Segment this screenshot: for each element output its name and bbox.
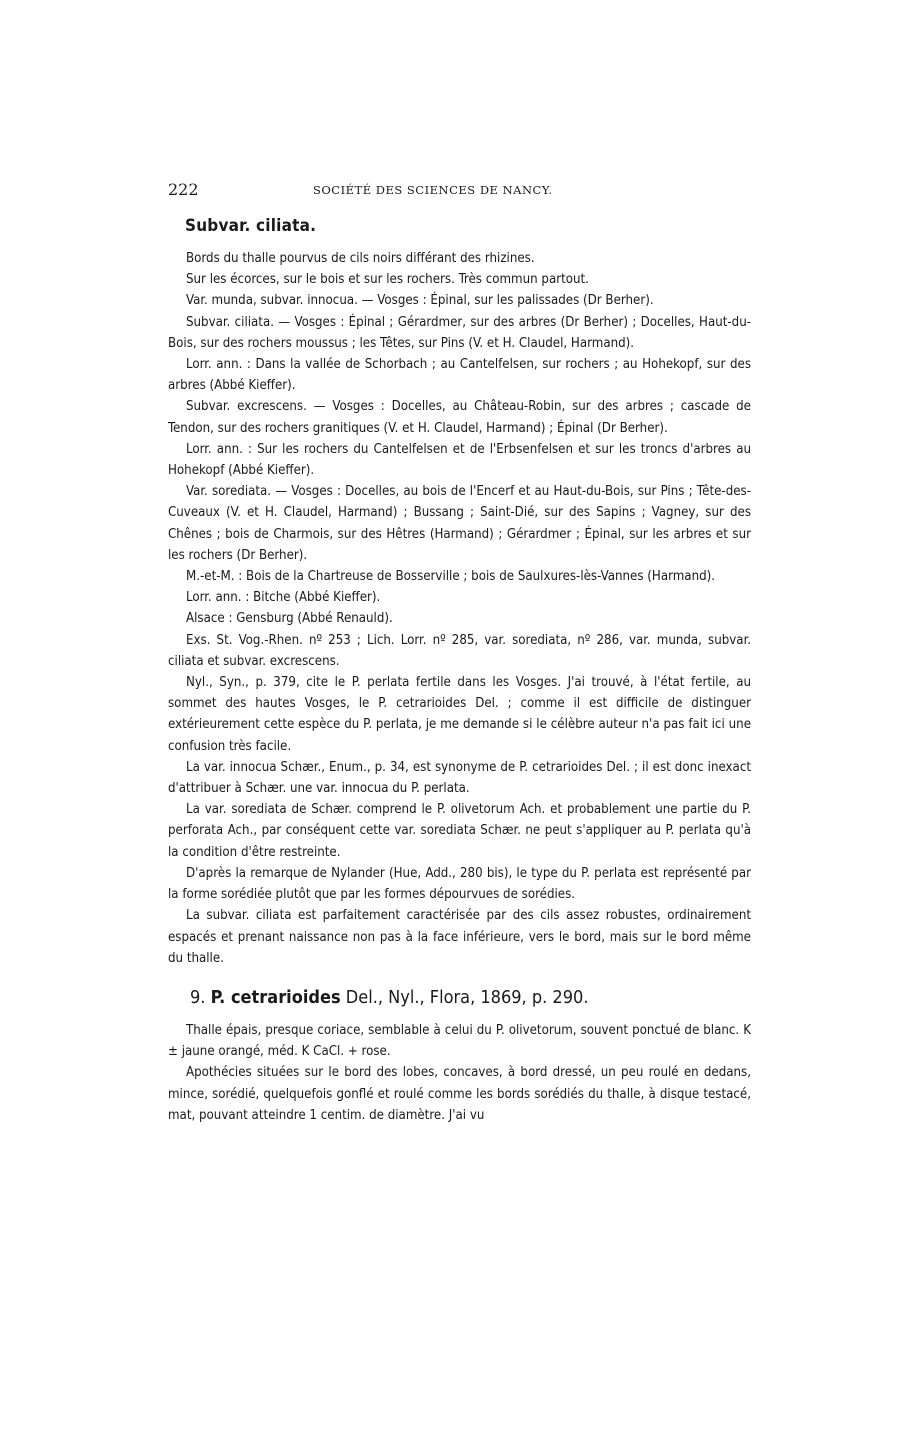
- paragraph: Alsace : Gensburg (Abbé Renauld).: [186, 611, 393, 627]
- paragraph: Lorr. ann. : Sur les rochers du Cantelfelsen et de l'Erbsenfelsen et sur les troncs d'arbres au Hohekopf (Abbé Kieffer).: [168, 441, 751, 479]
- paragraph: Var. munda, subvar. innocua. — Vosges : Épinal, sur les palissades (Dr Berher).: [186, 293, 654, 309]
- paragraph: Nyl., Syn., p. 379, cite le P. perlata fertile dans les Vosges. J'ai trouvé, à l'état fertile, au sommet des hautes Vosges, le P. cetrarioides Del. ; comme il est difficile de distinguer extérieurement cette espèce du P. perlata, je me demande si le célèbre auteur n'a pas fait ici une confusion très facile.: [168, 675, 751, 754]
- subvariety-heading: Subvar. ciliata.: [185, 216, 317, 236]
- page: [168, 180, 751, 1126]
- paragraph: Bords du thalle pourvus de cils noirs différant des rhizines.: [186, 251, 535, 266]
- paragraph: Subvar. excrescens. — Vosges : Docelles, au Château-Robin, sur des arbres ; cascade de Tendon, sur des rochers granitiques (V. et H. Claudel, Harmand) ; Épinal (Dr Berher).: [168, 399, 751, 436]
- paragraph: M.-et-M. : Bois de la Chartreuse de Bosserville ; bois de Saulxures-lès-Vannes (Harmand).: [186, 569, 716, 585]
- running-head: [168, 180, 751, 204]
- species-name: P. cetrarioides: [210, 986, 341, 1008]
- paragraph: Var. sorediata. — Vosges : Docelles, au bois de l'Encerf et au Haut-du-Bois, sur Pins ; Tête-des-Cuveaux (V. et H. Claudel, Harmand) ; Bussang ; Saint-Dié, sur des Sapins ; Vagney, sur des Chênes ; bois de Charmois, sur des Hêtres (Harmand) ; Gérardmer ; Épinal, sur les arbres et sur les rochers (Dr Berher).: [168, 484, 751, 563]
- paragraph: Exs. St. Vog.-Rhen. nº 253 ; Lich. Lorr. nº 285, var. sorediata, nº 286, var. munda, subvar. ciliata et subvar. excrescens.: [168, 632, 751, 669]
- paragraph: Sur les écorces, sur le bois et sur les rochers. Très commun partout.: [186, 272, 589, 288]
- page-number: 222: [168, 180, 199, 199]
- species-citation: Del., Nyl., Flora, 1869, p. 290.: [345, 986, 589, 1008]
- paragraph: La var. innocua Schær., Enum., p. 34, est synonyme de P. cetrarioides Del. ; il est donc inexact d'attribuer à Schær. une var. innocua du P. perlata.: [168, 759, 751, 797]
- paragraph: D'après la remarque de Nylander (Hue, Add., 280 bis), le type du P. perlata est représenté par la forme sorédiée plutôt que par les formes dépourvues de sorédies.: [168, 865, 751, 903]
- journal-title: SOCIÉTÉ DES SCIENCES DE NANCY.: [313, 183, 553, 197]
- species-description: [168, 1020, 751, 1126]
- species-heading: [190, 987, 751, 1008]
- paragraph: Lorr. ann. : Bitche (Abbé Kieffer).: [186, 590, 381, 606]
- paragraph: Apothécies situées sur le bord des lobes, concaves, à bord dressé, un peu roulé en dedans, mince, sorédié, quelquefois gonflé et roulé comme les bords sorédiés du thalle, à disque testacé, mat, pouvant atteindre 1 centim. de diamètre. J'ai vu: [168, 1065, 751, 1123]
- paragraph: La subvar. ciliata est parfaitement caractérisée par des cils assez robustes, ordinairement espacés et prenant naissance non pas à la face inférieure, vers le bord, mais sur le bord même du thalle.: [168, 908, 751, 966]
- paragraph: Subvar. ciliata. — Vosges : Épinal ; Gérardmer, sur des arbres (Dr Berher) ; Docelles, Haut-du-Bois, sur des rochers moussus ; les Têtes, sur Pins (V. et H. Claudel, Harmand).: [168, 314, 751, 351]
- species-number: 9.: [190, 986, 206, 1008]
- body-text: [168, 248, 751, 969]
- paragraph: Thalle épais, presque coriace, semblable à celui du P. olivetorum, souvent ponctué de blanc. K ± jaune orangé, méd. K CaCl. + rose.: [168, 1022, 751, 1060]
- paragraph: La var. sorediata de Schær. comprend le P. olivetorum Ach. et probablement une partie du P. perforata Ach., par conséquent cette var. sorediata Schær. ne peut s'appliquer au P. perlata qu'à la condition d'être restreinte.: [168, 802, 751, 860]
- paragraph: Lorr. ann. : Dans la vallée de Schorbach ; au Cantelfelsen, sur rochers ; au Hohekopf, sur des arbres (Abbé Kieffer).: [168, 357, 751, 394]
